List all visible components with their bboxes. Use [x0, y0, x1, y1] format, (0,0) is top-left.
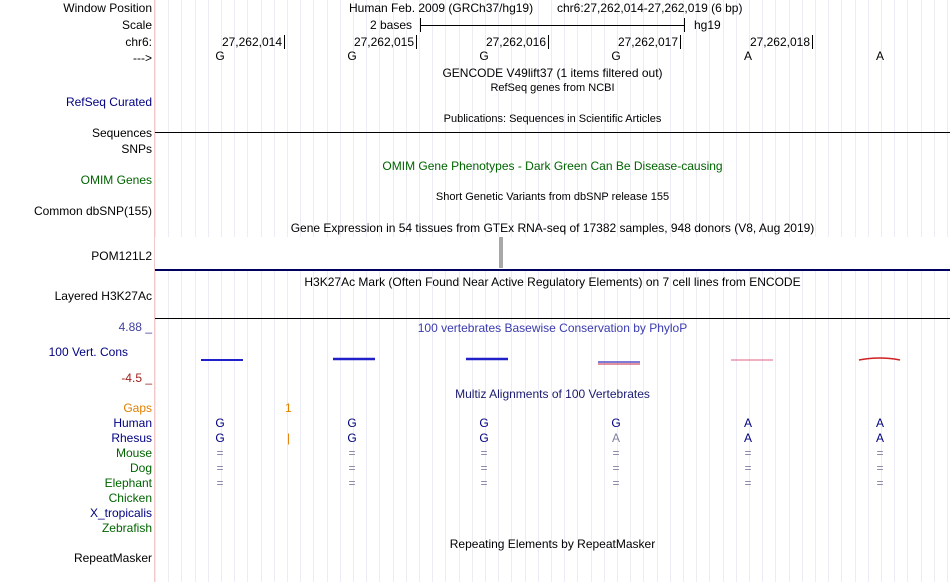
omim-track-title[interactable]: OMIM Gene Phenotypes - Dark Green Can Be Disease-causing: [382, 159, 723, 173]
phylop-track-title[interactable]: 100 vertebrates Basewise Conservation by PhyloP: [417, 321, 688, 335]
species-label-elephant[interactable]: Elephant: [104, 476, 152, 490]
alignment-base-dog: =: [876, 461, 884, 475]
reference-base: G: [611, 49, 621, 63]
alignment-base-elephant: =: [480, 476, 488, 490]
alignment-base-human: G: [347, 416, 357, 430]
sequences-divider-line: [155, 132, 950, 133]
alignment-base-elephant: =: [216, 476, 224, 490]
alignment-base-dog: =: [612, 461, 620, 475]
alignment-base-rhesus: G: [479, 431, 489, 445]
track-image-area[interactable]: [155, 0, 950, 582]
refseq-track-description: RefSeq genes from NCBI: [490, 82, 615, 94]
refseq-track-label[interactable]: RefSeq Curated: [65, 95, 152, 109]
species-label-rhesus[interactable]: Rhesus: [111, 431, 152, 445]
species-label-xtropicalis[interactable]: X_tropicalis: [89, 506, 152, 520]
sequences-track-label[interactable]: Sequences: [91, 126, 152, 140]
common-dbsnp-track-label[interactable]: Common dbSNP(155): [33, 204, 152, 218]
gtex-gene-label[interactable]: POM121L2: [91, 249, 152, 263]
alignment-base-mouse: =: [876, 446, 884, 460]
ruler-position-label: 27,262,016: [485, 35, 546, 49]
h3k27ac-track-divider: [155, 318, 950, 319]
species-label-mouse[interactable]: Mouse: [115, 446, 152, 460]
conservation-min-label: -4.5 _: [121, 371, 152, 385]
ruler-position-label: 27,262,017: [617, 35, 678, 49]
alignment-base-mouse: =: [744, 446, 752, 460]
gtex-track-panel: [155, 237, 950, 269]
species-label-human[interactable]: Human: [113, 416, 152, 430]
ruler-position-label: 27,262,018: [749, 35, 810, 49]
alignment-base-human: A: [875, 416, 884, 430]
chromosome-label: chr6:: [125, 35, 152, 49]
reference-base: A: [743, 49, 752, 63]
reference-base: G: [479, 49, 489, 63]
repeatmasker-track-label[interactable]: RepeatMasker: [73, 551, 152, 565]
alignment-base-dog: =: [480, 461, 488, 475]
alignment-base-human: G: [611, 416, 621, 430]
ruler-tick: [416, 35, 417, 49]
alignment-base-mouse: =: [480, 446, 488, 460]
ruler-tick: [548, 35, 549, 49]
ruler-position-label: 27,262,014: [221, 35, 282, 49]
publications-track-title[interactable]: Publications: Sequences in Scientific Articles: [443, 113, 662, 125]
track-label-column: [0, 0, 155, 582]
alignment-base-rhesus: A: [611, 431, 620, 445]
alignment-base-dog: =: [216, 461, 224, 475]
conservation-track-label[interactable]: 100 Vert. Cons: [48, 345, 128, 359]
layered-h3k27ac-track-label[interactable]: Layered H3K27Ac: [54, 289, 152, 303]
multiz-track-title[interactable]: Multiz Alignments of 100 Vertebrates: [455, 387, 650, 401]
species-label-zebrafish[interactable]: Zebrafish: [101, 521, 152, 535]
species-label-chicken[interactable]: Chicken: [108, 491, 152, 505]
snps-track-label[interactable]: SNPs: [121, 142, 152, 156]
alignment-base-elephant: =: [744, 476, 752, 490]
conservation-max-label: 4.88 _: [118, 320, 152, 334]
alignment-base-elephant: =: [612, 476, 620, 490]
gtex-track-baseline: [155, 269, 950, 271]
rhesus-insert-marker[interactable]: |: [287, 431, 291, 445]
phylop-blue-marks: [201, 359, 640, 362]
repeatmasker-track-title[interactable]: Repeating Elements by RepeatMasker: [449, 537, 656, 551]
alignment-base-elephant: =: [876, 476, 884, 490]
alignment-base-mouse: =: [216, 446, 224, 460]
assembly-title: Human Feb. 2009 (GRCh37/hg19): [349, 1, 534, 15]
window-position-label: Window Position: [63, 1, 152, 15]
scale-bar-right-tick: [684, 18, 685, 32]
reference-base: G: [347, 49, 357, 63]
alignment-base-dog: =: [348, 461, 356, 475]
phylop-conservation-graph[interactable]: [155, 350, 950, 370]
alignment-base-elephant: =: [348, 476, 356, 490]
gaps-marker[interactable]: 1: [285, 401, 292, 415]
alignment-base-rhesus: G: [347, 431, 357, 445]
gencode-track-title[interactable]: GENCODE V49lift37 (1 items filtered out): [442, 66, 663, 80]
dbsnp-track-title[interactable]: Short Genetic Variants from dbSNP release 155: [435, 191, 670, 203]
scale-label: Scale: [121, 18, 152, 32]
gtex-track-title[interactable]: Gene Expression in 54 tissues from GTEx RNA-seq of 17382 samples, 948 donors (V8, Aug 2019): [290, 221, 815, 235]
h3k27ac-track-title[interactable]: H3K27Ac Mark (Often Found Near Active Regulatory Elements) on 7 cell lines from ENCODE: [304, 275, 801, 289]
reference-base: G: [215, 49, 225, 63]
alignment-base-rhesus: A: [743, 431, 752, 445]
alignment-base-human: G: [479, 416, 489, 430]
alignment-base-mouse: =: [612, 446, 620, 460]
ruler-tick: [812, 35, 813, 49]
alignment-base-mouse: =: [348, 446, 356, 460]
species-label-dog[interactable]: Dog: [129, 461, 152, 475]
reference-base: A: [875, 49, 884, 63]
alignment-base-dog: =: [744, 461, 752, 475]
gtex-expression-bar[interactable]: [499, 237, 503, 268]
scale-db-label: hg19: [694, 18, 721, 32]
window-position-text[interactable]: chr6:27,262,014-27,262,019 (6 bp): [557, 1, 743, 15]
strand-label: --->: [133, 51, 152, 65]
ruler-position-label: 27,262,015: [353, 35, 414, 49]
alignment-base-rhesus: A: [875, 431, 884, 445]
scale-bar: [420, 25, 685, 26]
gaps-label[interactable]: Gaps: [123, 401, 152, 415]
phylop-red-marks: [598, 358, 900, 364]
ruler-tick: [680, 35, 681, 49]
ruler-tick: [284, 35, 285, 49]
alignment-base-human: G: [215, 416, 225, 430]
scale-text: 2 bases: [370, 18, 413, 32]
alignment-base-rhesus: G: [215, 431, 225, 445]
omim-genes-track-label[interactable]: OMIM Genes: [80, 173, 152, 187]
alignment-base-human: A: [743, 416, 752, 430]
